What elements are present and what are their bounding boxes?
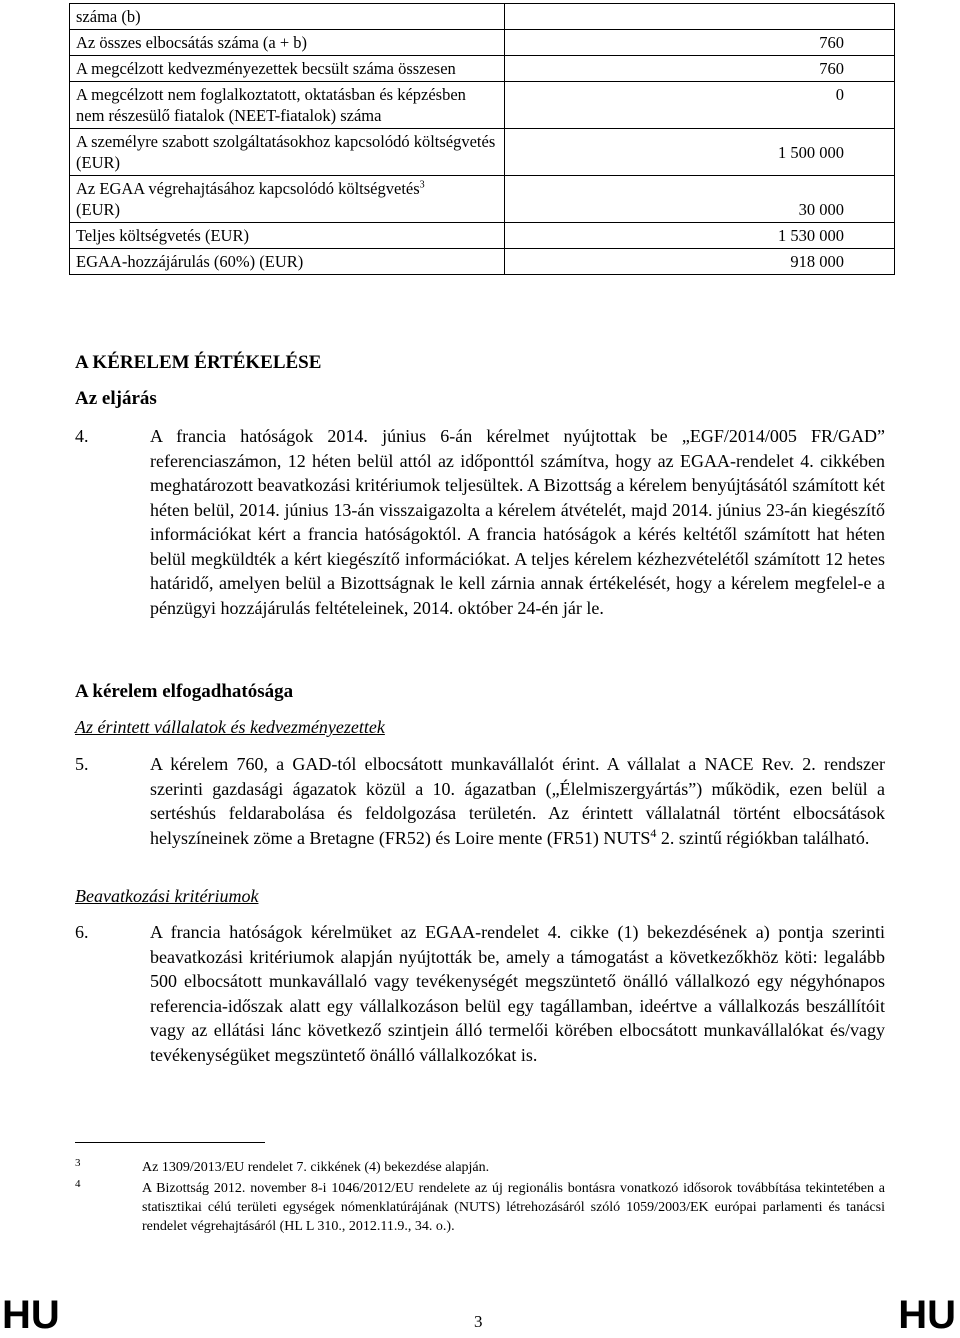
row-label xyxy=(70,176,505,223)
paragraph-text-part: A kérelem 760, a GAD-tól elbocsátott munkavállalót érint. A vállalat a NACE Rev. 2. rendszer szerinti gazdasági ágazatok közül a 10. ágazatban („Élelmiszergyártás”) működik, ezen belül a sertéshús feldarabolása és feldolgozása területén. Az érintett vállalatnál történt elbocsátások helyszíneinek zöme a Bretagne (FR52) és Loire mente (FR51) NUTS xyxy=(150,754,885,848)
footnote-number: 4 xyxy=(75,1178,81,1190)
row-label: A megcélzott nem foglalkoztatott, oktatásban és képzésben nem részesülő fiatalok (NEET-fiatalok) száma xyxy=(70,82,505,129)
paragraph-6 xyxy=(75,920,885,1067)
paragraph-5 xyxy=(75,752,885,850)
row-label: A személyre szabott szolgáltatásokhoz kapcsolódó költségvetés (EUR) xyxy=(70,129,505,176)
table-row xyxy=(70,249,895,275)
table-row xyxy=(70,129,895,176)
table-row xyxy=(70,176,895,223)
paragraph-number: 6. xyxy=(75,922,89,942)
paragraph-text xyxy=(150,752,885,850)
paragraph-number: 5. xyxy=(75,754,89,774)
section-title: A KÉRELEM ÉRTÉKELÉSE xyxy=(75,352,322,373)
paragraph-text: A francia hatóságok kérelmüket az EGAA-rendelet 4. cikke (1) bekezdésének a) pontja szerinti beavatkozási kritériumok alapján nyújtották be, amely a támogatást a következőkhöz köti: legalább 500 elbocsátott munkavállaló vagy tevékenységét megszüntető önálló vállalkozó egy négyhónapos referencia-időszak alatt egy vállalkozáson belül egy tagállamban, ideértve a vállalkozás beszállítóit vagy az ellátási lánc következő szintjein álló termelői körében elbocsátott munkavállalókat és/vagy tevékenységüket megszüntető önálló vállalkozókat is. xyxy=(150,922,885,1065)
table-row xyxy=(70,4,895,30)
row-value: 918 000 xyxy=(505,249,895,275)
page-number: 3 xyxy=(474,1312,483,1331)
paragraph-4 xyxy=(75,424,885,620)
paragraph-number: 4. xyxy=(75,426,89,446)
table-row xyxy=(70,30,895,56)
footer-language-right: HU xyxy=(898,1293,956,1337)
table-row xyxy=(70,82,895,129)
row-label-text: Az EGAA végrehajtásához kapcsolódó költségvetés xyxy=(76,179,420,198)
row-value: 30 000 xyxy=(505,176,895,223)
criteria-subtitle: Beavatkozási kritériumok xyxy=(75,886,259,906)
cost-table xyxy=(69,3,895,275)
row-value: 1 500 000 xyxy=(505,129,895,176)
row-value: 0 xyxy=(505,82,895,129)
row-value: 760 xyxy=(505,56,895,82)
procedure-title: Az eljárás xyxy=(75,388,157,409)
footnote-3 xyxy=(75,1158,885,1177)
row-value xyxy=(505,4,895,30)
footer-language-left: HU xyxy=(2,1293,60,1337)
row-label: EGAA-hozzájárulás (60%) (EUR) xyxy=(70,249,505,275)
footnote-4 xyxy=(75,1179,885,1236)
row-label-text: (EUR) xyxy=(76,200,120,219)
affected-subtitle: Az érintett vállalatok és kedvezményezettek xyxy=(75,717,385,737)
footnote-ref: 3 xyxy=(419,179,425,191)
table-row xyxy=(70,56,895,82)
row-label: A megcélzott kedvezményezettek becsült száma összesen xyxy=(70,56,505,82)
row-label: Az összes elbocsátás száma (a + b) xyxy=(70,30,505,56)
paragraph-text: A francia hatóságok 2014. június 6-án kérelmet nyújtottak be „EGF/2014/005 FR/GAD” referenciaszámon, 12 héten belül attól az időponttól számítva, hogy az EGAA-rendelet 4. cikkében meghatározott beavatkozási kritériumok teljesültek. A Bizottság a kérelem benyújtásától számított két héten belül, 2014. június 13-án visszaigazolta a kérelem átvételét, majd 2014. június 23-án kiegészítő információkat kért a francia hatóságoktól. A francia hatóságok a kérés keltétől számított hat héten belül megküldték a kért kiegészítő információkat. A teljes kérelem kézhezvételétől számított 12 hetes határidő, amelyen belül a Bizottságnak le kell zárnia annak értékelését, hogy a kérelem megfelel-e a pénzügyi hozzájárulás feltételeinek, 2014. október 24-én jár le. xyxy=(150,426,885,618)
row-label: száma (b) xyxy=(70,4,505,30)
paragraph-text-part: 2. szintű régiókban található. xyxy=(656,827,870,848)
row-value: 760 xyxy=(505,30,895,56)
footnote-text: A Bizottság 2012. november 8-i 1046/2012/EU rendelete az új regionális bontásra vonatkozó idősorok továbbítása tekintetében a statisztikai célú területi egységek nómenklatúrájának (NUTS) létrehozásáról szóló 1059/2003/EK európai parlamenti és tanácsi rendelet végrehajtásáról (HL L 310., 2012.11.9., 34. o.). xyxy=(142,1181,885,1234)
footnote-number: 3 xyxy=(75,1157,81,1169)
table-row xyxy=(70,223,895,249)
footnote-ref: 4 xyxy=(650,825,657,840)
footnote-text: Az 1309/2013/EU rendelet 7. cikkének (4) bekezdése alapján. xyxy=(142,1160,490,1175)
admissibility-title: A kérelem elfogadhatósága xyxy=(75,681,294,702)
row-value: 1 530 000 xyxy=(505,223,895,249)
footnote-rule xyxy=(75,1142,265,1143)
row-label: Teljes költségvetés (EUR) xyxy=(70,223,505,249)
